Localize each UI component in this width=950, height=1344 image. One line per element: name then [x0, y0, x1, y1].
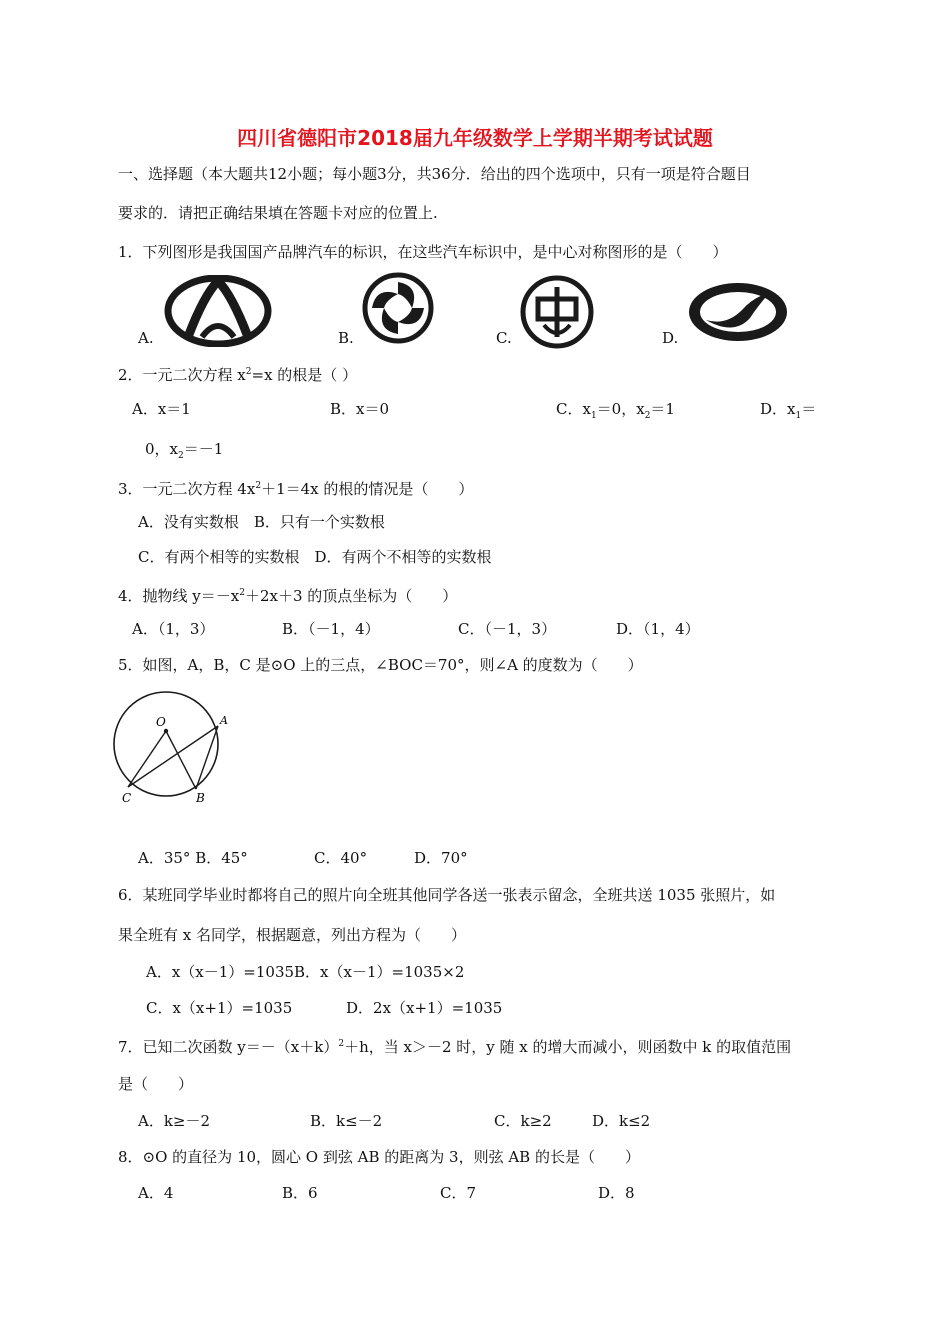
- car-logo-c-icon: [520, 275, 594, 349]
- question-1-option-d: D.: [662, 329, 679, 347]
- question-1-option-a: A.: [138, 329, 154, 347]
- question-7-stem-line1: 7．已知二次函数 $y=-(x+k)^2+h$，当 x＞－2 时，y 随 x 的增大而减小，则函数中 k 的取值范围: [118, 1038, 792, 1056]
- section-instructions-line1: 一、选择题（本大题共12小题；每小题3分，共36分．给出的四个选项中，只有一项是符合题目: [118, 165, 751, 183]
- question-6-options-ab: A．x（x－1）=1035B．x（x－1）=1035×2: [146, 963, 465, 981]
- question-8-option-c: C．7: [440, 1184, 477, 1202]
- question-6-stem-line2: 果全班有 x 名同学，根据题意，列出方程为（ ）: [118, 926, 466, 944]
- question-2-option-a: A．x＝1: [132, 400, 191, 418]
- question-4-option-d: D．（1，4）: [616, 620, 700, 638]
- question-1-stem: 1．下列图形是我国国产品牌汽车的标识，在这些汽车标识中，是中心对称图形的是（ ）: [118, 243, 728, 261]
- question-5-option-d: D．70°: [414, 849, 468, 867]
- question-4-option-c: C．（－1，3）: [458, 620, 557, 638]
- circle-diagram: [108, 684, 238, 804]
- question-4-stem: 4．抛物线 $y=-x^2+2x+3$ 的顶点坐标为（ ）: [118, 587, 458, 605]
- car-logo-b-icon: [362, 272, 434, 344]
- question-4-option-b: B．（－1，4）: [282, 620, 380, 638]
- label-b: B: [196, 791, 205, 804]
- question-8-option-d: D．8: [598, 1184, 635, 1202]
- question-3-stem: 3．一元二次方程 $4x^2+1=4x$ 的根的情况是（ ）: [118, 480, 474, 498]
- question-8-option-a: A．4: [138, 1184, 174, 1202]
- question-5-option-c: C．40°: [314, 849, 368, 867]
- car-logo-d-icon: [686, 280, 790, 344]
- label-o: O: [156, 715, 166, 729]
- question-1-option-b: B.: [338, 329, 354, 347]
- question-2-option-b: B．x＝0: [330, 400, 390, 418]
- question-7-option-c: C．k≥2: [494, 1112, 552, 1130]
- question-1-option-c: C.: [496, 329, 512, 347]
- label-c: C: [122, 791, 132, 804]
- question-6-stem-line1: 6．某班同学毕业时都将自己的照片向全班其他同学各送一张表示留念，全班共送 1035 张照片，如: [118, 886, 776, 904]
- question-7-option-a: A．k≥－2: [138, 1112, 211, 1130]
- question-6-option-c: C．x（x+1）=1035: [146, 999, 293, 1017]
- section-instructions-line2: 要求的．请把正确结果填在答题卡对应的位置上.: [118, 204, 438, 222]
- question-2-stem: 2．一元二次方程 $x^2=x$ 的根是（ ）: [118, 366, 358, 384]
- page-title: 四川省德阳市2018届九年级数学上学期半期考试试题: [237, 126, 713, 150]
- car-logo-a-icon: [164, 275, 272, 347]
- question-2-option-d: D．$x_1=$: [760, 400, 817, 421]
- label-a: A: [220, 714, 228, 727]
- question-3-options-ab: A．没有实数根 B．只有一个实数根: [138, 513, 385, 531]
- question-5-options-ab: A．35° B．45°: [138, 849, 248, 867]
- question-2-option-d-continued: 0，$x_2=-1$: [145, 440, 224, 461]
- question-4-option-a: A．（1，3）: [132, 620, 215, 638]
- question-8-stem: 8．⊙O 的直径为 10，圆心 O 到弦 AB 的距离为 3，则弦 AB 的长是（ ）: [118, 1148, 640, 1166]
- question-7-stem-line2: 是（ ）: [118, 1075, 194, 1093]
- question-6-option-d: D．2x（x+1）=1035: [346, 999, 503, 1017]
- question-5-stem: 5．如图，A，B，C 是⊙O 上的三点，∠BOC＝70°，则∠A 的度数为（ ）: [118, 656, 643, 674]
- question-8-option-b: B．6: [282, 1184, 318, 1202]
- question-7-option-d: D．k≤2: [592, 1112, 651, 1130]
- question-3-options-cd: C．有两个相等的实数根 D．有两个不相等的实数根: [138, 548, 492, 566]
- question-2-option-c: C．$x_1=0$，$x_2=1$: [556, 400, 675, 421]
- question-7-option-b: B．k≤－2: [310, 1112, 383, 1130]
